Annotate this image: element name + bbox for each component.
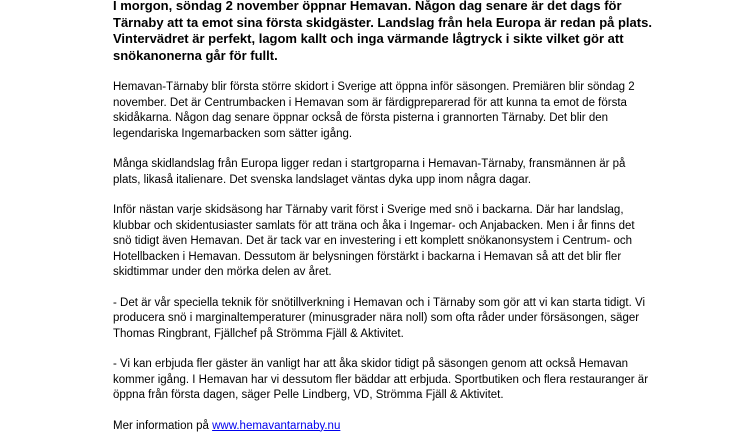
more-info-line — [113, 419, 653, 434]
quote-paragraph-2: - Vi kan erbjuda fler gäster än vanligt har att åka skidor tidigt på säsongen genom att också Hemavan kommer igång. I Hemavan har vi dessutom fler bäddar att erbjuda. Sportbutiken och flera restauranger är öppna från första dagen, säger Pelle Lindberg, VD, Strömma Fjäll & Aktivitet. — [113, 357, 653, 404]
body-paragraph-3: Inför nästan varje skidsäsong har Tärnaby varit först i Sverige med snö i backarna. Där har landslag, klubbar och skidentusiaster samlats för att träna och åka i Ingemar- och Anjabacken. Men i år finns det snö tidigt även Hemavan. Det är tack var en investering i ett komplett snökanonsystem i Centrum- och Hotellbacken i Hemavan. Dessutom är belysningen förstärkt i backarna i Hemavan så att det blir fler skidtimmar under den mörka delen av året. — [113, 203, 653, 281]
more-info-label: Mer information på — [113, 420, 209, 432]
website-link[interactable]: www.hemavantarnaby.nu — [212, 420, 340, 432]
press-release — [113, 0, 653, 434]
body-paragraph-1: Hemavan-Tärnaby blir första större skidort i Sverige att öppna inför säsongen. Premiären blir söndag 2 november. Det är Centrumbacken i Hemavan som är färdigpreparerad för att kunna ta emot de första skidåkarna. Någon dag senare öppnar också de första pisterna i grannorten Tärnaby. Det blir den legendariska Ingemarbacken som sätter igång. — [113, 80, 653, 142]
lead-paragraph: I morgon, söndag 2 november öppnar Hemavan. Någon dag senare är det dags för Tärnaby att ta emot sina första skidgäster. Landslag från hela Europa är redan på plats. Vintervädret är perfekt, lagom kallt och inga värmande lågtryck i sikte vilket gör att snökanonerna går för fullt. — [113, 0, 653, 64]
quote-paragraph-1: - Det är vår speciella teknik för snötillverkning i Hemavan och i Tärnaby som gör att vi kan starta tidigt. Vi producera snö i marginaltemperaturer (minusgrader nära noll) som ofta råder under försäsongen, säger Thomas Ringbrant, Fjällchef på Strömma Fjäll & Aktivitet. — [113, 296, 653, 343]
body-paragraph-2: Många skidlandslag från Europa ligger redan i startgroparna i Hemavan-Tärnaby, fransmännen är på plats, likaså italienare. Det svenska landslaget väntas dyka upp inom några dagar. — [113, 157, 653, 188]
